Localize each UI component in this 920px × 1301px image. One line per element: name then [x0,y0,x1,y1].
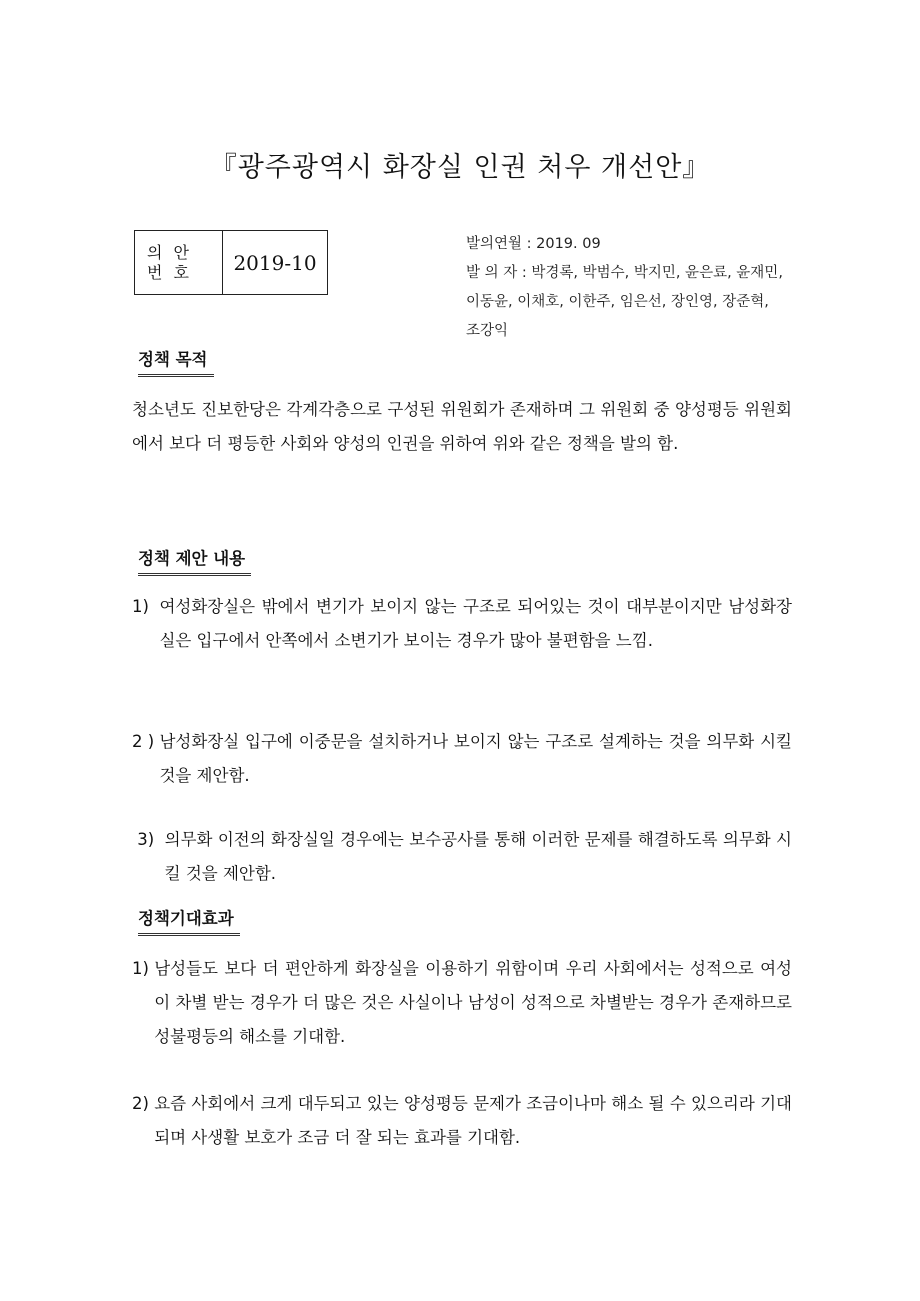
proposers-line-2: 이동윤, 이채호, 이한주, 임은선, 장인영, 장준혁, [466,294,769,310]
proposal-item-1-marker: 1) [132,597,160,616]
proposal-item-3 [132,823,792,891]
bill-number-label-line1: 의 안 [147,242,192,262]
proposal-item-2-marker: 2 ) [132,732,160,751]
section-heading-effects: 정책기대효과 [138,905,240,936]
proposal-item-2 [132,725,792,793]
proposers-line-1: 발 의 자 : 박경록, 박범수, 박지민, 윤은료, 윤재민, [466,265,783,281]
proposal-meta [466,230,866,346]
bill-number-value: 2019-10 [233,250,317,275]
proposal-item-2-text: 남성화장실 입구에 이중문을 설치하거나 보이지 않는 구조로 설계하는 것을 의무화 시킬 것을 제안함. [159,732,792,785]
effect-item-2 [132,1087,792,1155]
proposers-line-3: 조강익 [466,323,509,339]
effect-item-1-marker: 1) [132,959,155,978]
bill-number-label-line2: 번 호 [147,262,192,282]
proposal-date: 발의연월 : 2019. 09 [466,236,601,252]
bill-number-label [135,231,223,294]
proposal-item-3-marker: 3) [132,830,165,849]
proposal-item-3-text: 의무화 이전의 화장실일 경우에는 보수공사를 통해 이러한 문제를 해결하도록 의무화 시킬 것을 제안함. [164,830,792,883]
effect-item-2-text: 요즘 사회에서 크게 대두되고 있는 양성평등 문제가 조금이나마 해소 될 수 있으리라 기대되며 사생활 보호가 조금 더 잘 되는 효과를 기대함. [154,1094,792,1147]
section-heading-purpose: 정책 목적 [138,346,214,377]
effect-item-2-marker: 2) [132,1094,155,1113]
proposal-item-1-text: 여성화장실은 밖에서 변기가 보이지 않는 구조로 되어있는 것이 대부분이지만 남성화장실은 입구에서 안쪽에서 소변기가 보이는 경우가 많아 불편함을 느낌. [159,597,792,650]
purpose-paragraph: 청소년도 진보한당은 각계각층으로 구성된 위원회가 존재하며 그 위원회 중 양성평등 위원회에서 보다 더 평등한 사회와 양성의 인권을 위하여 위와 같은 정책을 발의 함. [132,400,792,453]
bill-number-box [134,230,328,295]
effect-item-1 [132,952,792,1054]
document-title: 『광주광역시 화장실 인권 처우 개선안』 [209,152,711,183]
proposal-item-1 [132,590,792,658]
effect-item-1-text: 남성들도 보다 더 편안하게 화장실을 이용하기 위함이며 우리 사회에서는 성적으로 여성이 차별 받는 경우가 더 많은 것은 사실이나 남성이 성적으로 차별받는 경우가 존재하므로 성불평등의 해소를 기대함. [154,959,792,1046]
section-heading-proposal: 정책 제안 내용 [138,545,251,576]
